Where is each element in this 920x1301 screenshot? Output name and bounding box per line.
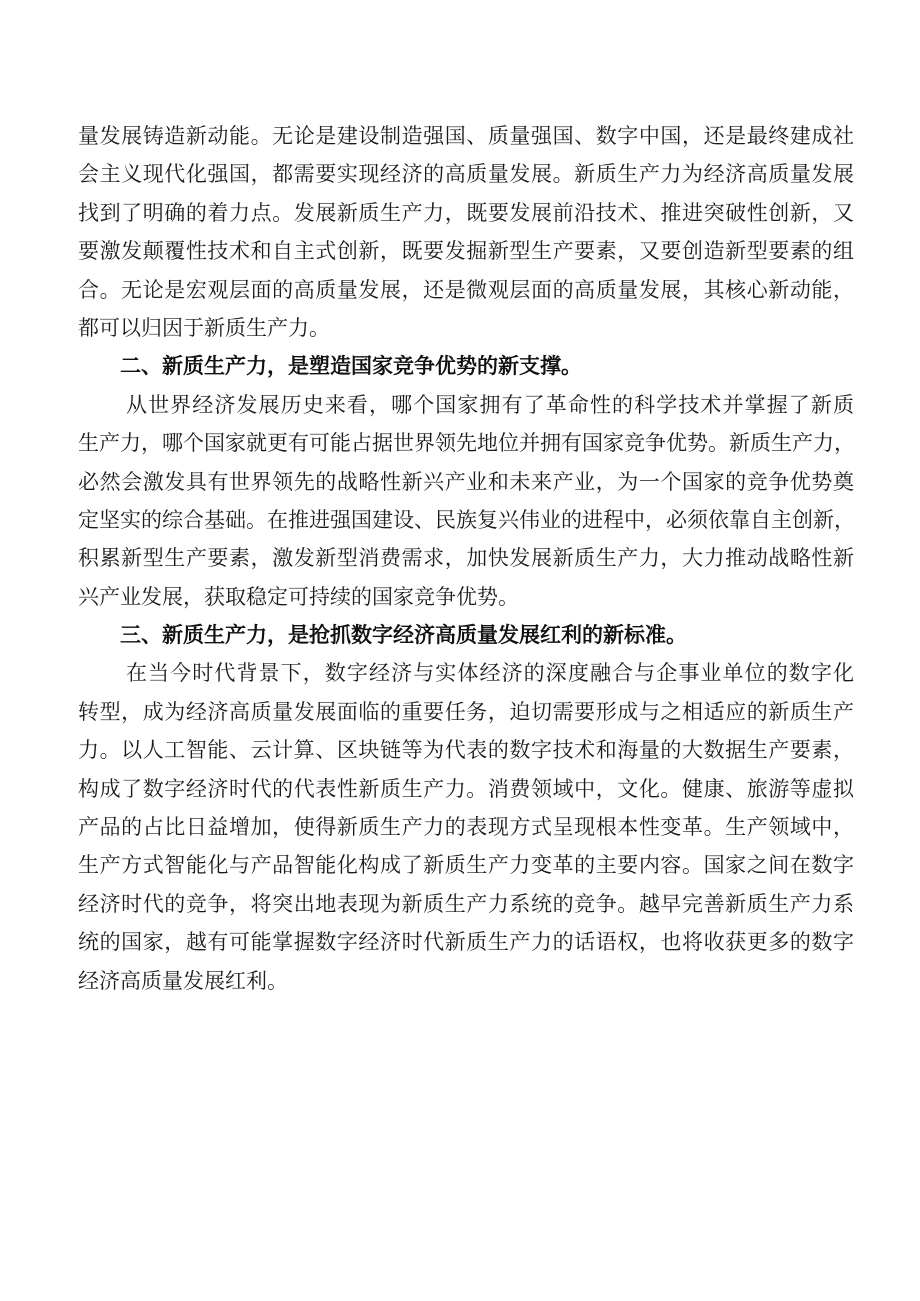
- text-line: 从世界经济发展历史来看，哪个国家拥有了革命性的科学技术并掌握了新质: [126, 392, 854, 417]
- text-line: 生产力，哪个国家就更有可能占据世界领先地位并拥有国家竞争优势。新质生产力，: [78, 431, 855, 456]
- text-line: 在当今时代背景下，数字经济与实体经济的深度融合与企事业单位的数字化: [126, 661, 854, 686]
- document-body: [78, 117, 854, 1000]
- text-line: 找到了明确的着力点。发展新质生产力，既要发展前沿技术、推进突破性创新，又: [78, 200, 854, 225]
- text-line: 都可以归因于新质生产力。: [78, 315, 330, 340]
- paragraph-3: [78, 654, 854, 1000]
- text-line: 统的国家，越有可能掌握数字经济时代新质生产力的话语权，也将收获更多的数字: [78, 930, 854, 955]
- section-heading-2: 二、新质生产力，是塑造国家竞争优势的新支撑。: [120, 354, 582, 379]
- text-line: 量发展铸造新动能。无论是建设制造强国、质量强国、数字中国，还是最终建成社: [78, 124, 854, 148]
- text-line: 会主义现代化强国，都需要实现经济的高质量发展。新质生产力为经济高质量发展: [78, 162, 854, 187]
- text-line: 积累新型生产要素，激发新型消费需求，加快发展新质生产力，大力推动战略性新: [78, 546, 854, 571]
- text-line: 兴产业发展，获取稳定可持续的国家竞争优势。: [78, 584, 519, 609]
- text-line: 构成了数字经济时代的代表性新质生产力。消费领域中，文化。健康、旅游等虚拟: [78, 776, 854, 801]
- text-line: 要激发颠覆性技术和自主式创新，既要发掘新型生产要素，又要创造新型要素的组: [78, 239, 854, 264]
- paragraph-2: [78, 386, 854, 616]
- text-line: 必然会激发具有世界领先的战略性新兴产业和未来产业，为一个国家的竞争优势奠: [78, 469, 854, 494]
- text-line: 转型，成为经济高质量发展面临的重要任务，迫切需要形成与之相适应的新质生产: [78, 699, 854, 724]
- text-line: 力。以人工智能、云计算、区块链等为代表的数字技术和海量的大数据生产要素，: [78, 738, 854, 763]
- section-heading-3: 三、新质生产力，是抢抓数字经济高质量发展红利的新标准。: [120, 623, 687, 648]
- text-line: 合。无论是宏观层面的高质量发展，还是微观层面的高质量发展，其核心新动能，: [78, 277, 854, 302]
- text-line: 产品的占比日益增加，使得新质生产力的表现方式呈现根本性变革。生产领域中，: [78, 815, 854, 840]
- paragraph-1: [78, 117, 854, 347]
- text-line: 生产方式智能化与产品智能化构成了新质生产力变革的主要内容。国家之间在数字: [78, 853, 854, 878]
- text-line: 定坚实的综合基础。在推进强国建设、民族复兴伟业的进程中，必须依靠自主创新，: [78, 507, 855, 532]
- text-line: 经济高质量发展红利。: [78, 968, 288, 993]
- text-line: 经济时代的竞争，将突出地表现为新质生产力系统的竞争。越早完善新质生产力系: [78, 891, 854, 916]
